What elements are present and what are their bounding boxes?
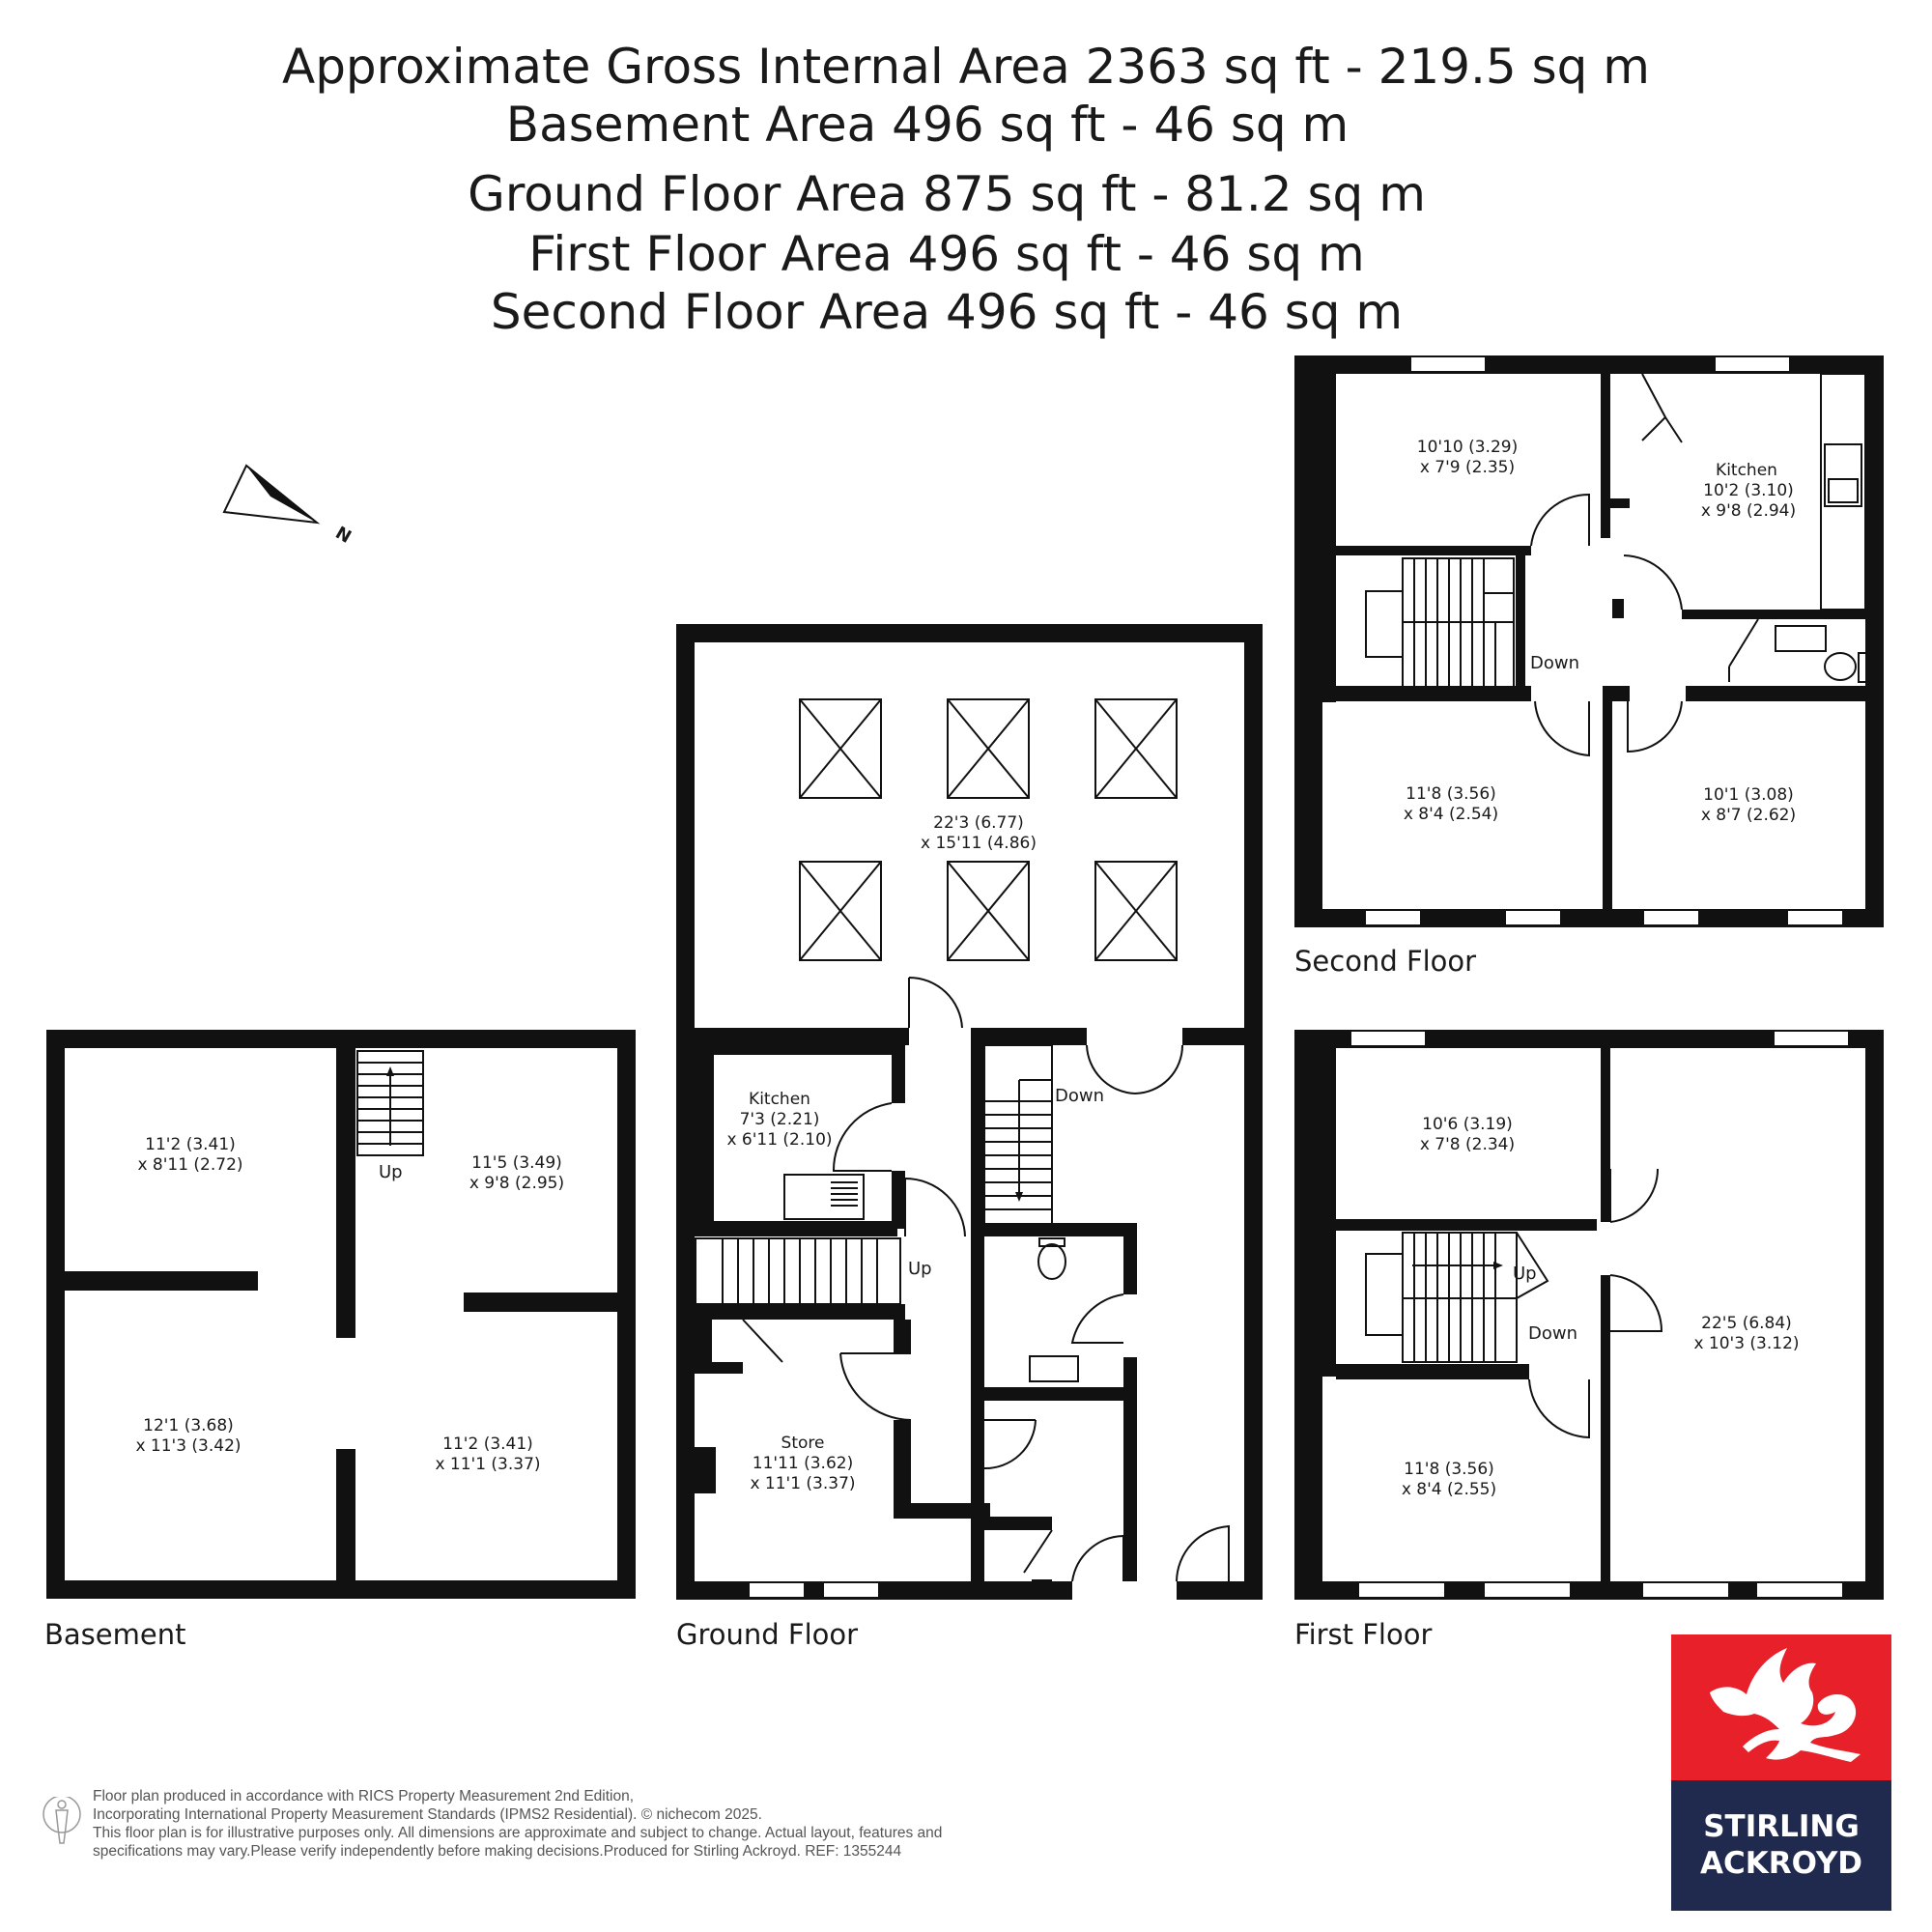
door-leaf (1729, 619, 1758, 682)
second-floor-title: Second Floor (1294, 945, 1477, 978)
first-floor-plan (1294, 1030, 1884, 1600)
ground-store-dim2: x 11'1 (3.37) (750, 1474, 856, 1493)
second-room-2-dim2: x 8'4 (2.54) (1403, 805, 1499, 824)
basement-room-4-dim2: x 11'1 (3.37) (435, 1455, 541, 1474)
basement-area-title: Basement Area 496 sq ft - 46 sq m (505, 97, 1350, 153)
second-room-2-dim1: 11'8 (3.56) (1406, 784, 1496, 804)
first-stairs-up-label: Up (1513, 1264, 1537, 1284)
door-arc (1072, 1536, 1123, 1581)
door-arc (1610, 1169, 1658, 1222)
basin-icon (1030, 1356, 1078, 1381)
door-leaf (743, 1320, 782, 1362)
basement-room-3-dim2: x 11'3 (3.42) (135, 1436, 242, 1456)
basement-stairs-label: Up (379, 1162, 403, 1182)
second-window (1410, 356, 1486, 372)
basement-room-1-dim2: x 8'11 (2.72) (137, 1155, 243, 1175)
second-room-1-dim2: x 7'9 (2.35) (1419, 458, 1516, 477)
second-floor-plan (1294, 355, 1884, 927)
ground-area-title: Ground Floor Area 875 sq ft - 81.2 sq m (468, 166, 1426, 222)
first-room-3-dim2: x 8'4 (2.55) (1401, 1480, 1497, 1499)
second-window (1365, 910, 1421, 925)
person-scale-icon (43, 1797, 81, 1853)
basement-room-2-dim2: x 9'8 (2.95) (469, 1174, 565, 1193)
second-area-title: Second Floor Area 496 sq ft - 46 sq m (490, 284, 1404, 340)
toilet-icon (1038, 1244, 1065, 1279)
second-room-3-dim2: x 8'7 (2.62) (1700, 806, 1797, 825)
second-window (1715, 356, 1790, 372)
first-room-2-dim2: x 10'3 (3.12) (1693, 1334, 1800, 1353)
ground-kitchen-name: Kitchen (749, 1090, 810, 1109)
door-arc (1628, 701, 1682, 752)
first-room-3-dim1: 11'8 (3.56) (1404, 1460, 1494, 1479)
first-room-1-dim1: 10'6 (3.19) (1422, 1115, 1513, 1134)
north-arrow-icon (224, 466, 355, 548)
ground-kitchen-dim1: 7'3 (2.21) (739, 1110, 820, 1129)
second-room-1-dim1: 10'10 (3.29) (1416, 438, 1519, 457)
first-room-2-dim1: 22'5 (6.84) (1701, 1314, 1792, 1333)
ground-main-room-dim1: 22'3 (6.77) (933, 813, 1024, 833)
door-arc (1529, 1379, 1589, 1437)
ground-stairs-up-label: Up (908, 1259, 932, 1279)
door-arc (1177, 1526, 1229, 1581)
logo-text-stirling: STIRLING (1703, 1809, 1860, 1844)
logo-navy-panel (1671, 1780, 1891, 1911)
first-window (1774, 1031, 1849, 1046)
ground-stairs-down-label: Down (1055, 1086, 1105, 1106)
footer-line-1: Floor plan produced in accordance with RICS Property Measurement 2nd Edition, (93, 1788, 635, 1804)
ground-window (749, 1582, 805, 1598)
door-arc (1624, 555, 1682, 610)
first-window (1756, 1582, 1843, 1598)
door-arc (1610, 1275, 1662, 1331)
first-window (1642, 1582, 1729, 1598)
first-room-1-dim2: x 7'8 (2.34) (1419, 1135, 1516, 1154)
second-window (1787, 910, 1843, 925)
footer-line-4: specifications may vary.Please verify independently before making decisions.Produced for Stirling Ackroyd. REF: 1355244 (93, 1843, 902, 1860)
basement-room-2-dim1: 11'5 (3.49) (471, 1153, 562, 1173)
second-room-3-dim1: 10'1 (3.08) (1703, 785, 1794, 805)
ground-floor-title: Ground Floor (676, 1618, 859, 1651)
basement-plan (46, 1030, 636, 1599)
door-arc (984, 1420, 1036, 1468)
second-kitchen-sink-icon (1825, 444, 1861, 506)
door-arc (1072, 1294, 1123, 1343)
second-stairs-down-label: Down (1530, 653, 1580, 673)
second-window (1643, 910, 1699, 925)
basement-title: Basement (44, 1618, 186, 1651)
first-window (1350, 1031, 1426, 1046)
door-arc (1535, 701, 1589, 755)
second-kitchen-dim1: 10'2 (3.10) (1703, 481, 1794, 500)
logo-red-panel (1671, 1634, 1891, 1780)
door-arc (840, 1353, 911, 1420)
first-area-title: First Floor Area 496 sq ft - 46 sq m (528, 226, 1365, 282)
second-window (1505, 910, 1561, 925)
second-toilet-icon (1825, 653, 1856, 680)
door-arc (834, 1103, 892, 1171)
ground-main-room-dim2: x 15'11 (4.86) (921, 834, 1037, 853)
first-window (1358, 1582, 1445, 1598)
compass-label: N (331, 523, 355, 548)
first-window (1484, 1582, 1571, 1598)
door-arc (909, 978, 962, 1028)
door-leaf (1024, 1530, 1052, 1580)
logo-text-ackroyd: ACKROYD (1699, 1846, 1863, 1881)
hob-icon (1829, 479, 1858, 502)
second-basin-icon (1776, 626, 1826, 651)
first-stairs-down-label: Down (1528, 1323, 1578, 1344)
ground-stairs-up (696, 1238, 900, 1304)
first-floor-title: First Floor (1294, 1618, 1433, 1651)
kitchen-sink-icon (784, 1175, 864, 1219)
footer-line-3: This floor plan is for illustrative purposes only. All dimensions are approximate and subject to change. Actual layout, features and (93, 1825, 943, 1841)
folding-door (1642, 374, 1682, 442)
ground-floor-plan (676, 624, 1263, 1600)
second-kitchen-dim2: x 9'8 (2.94) (1700, 501, 1797, 521)
door-arc (1531, 495, 1589, 546)
basement-room-3-dim1: 12'1 (3.68) (143, 1416, 234, 1435)
basement-room-1-dim1: 11'2 (3.41) (145, 1135, 236, 1154)
door-arc (905, 1179, 965, 1236)
stirling-ackroyd-logo (1671, 1634, 1891, 1911)
ground-window (823, 1582, 879, 1598)
footer-line-2: Incorporating International Property Measurement Standards (IPMS2 Residential). © nichecom 2025. (93, 1806, 762, 1823)
griffin-logo-icon (1671, 1634, 1891, 1780)
ground-store-dim1: 11'11 (3.62) (752, 1454, 854, 1473)
gross-area-title: Approximate Gross Internal Area 2363 sq ft - 219.5 sq m (281, 39, 1650, 95)
basement-room-4-dim1: 11'2 (3.41) (442, 1435, 533, 1454)
ground-store-name: Store (781, 1434, 825, 1453)
footer-disclaimer (93, 1787, 1059, 1861)
second-kitchen-name: Kitchen (1716, 461, 1777, 480)
ground-kitchen-dim2: x 6'11 (2.10) (726, 1130, 833, 1150)
